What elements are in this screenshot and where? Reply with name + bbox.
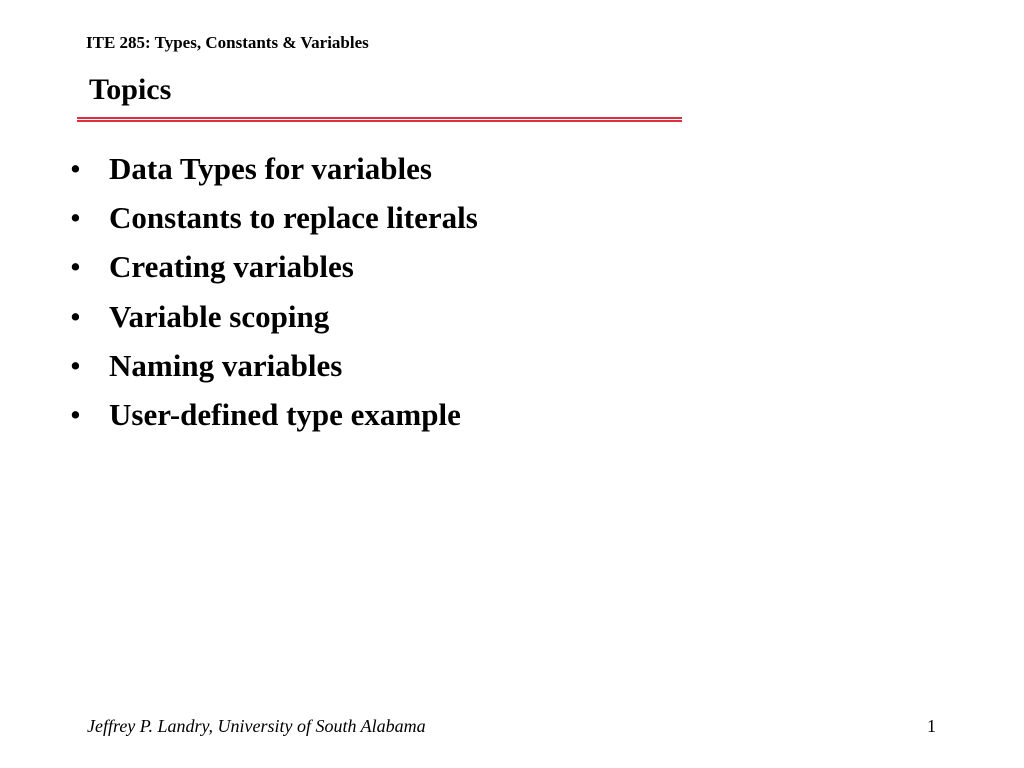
- slide-title: Topics: [89, 73, 172, 106]
- title-divider: [77, 117, 682, 122]
- title-divider-line-top: [77, 117, 682, 119]
- bullet-icon: •: [70, 249, 81, 285]
- topic-label: Data Types for variables: [109, 151, 432, 186]
- topic-label: User-defined type example: [109, 396, 461, 432]
- page-number: 1: [927, 716, 936, 736]
- title-divider-line-bottom: [77, 120, 682, 122]
- bullet-icon: •: [70, 347, 81, 383]
- topic-list: [70, 151, 478, 446]
- topic-label: Naming variables: [109, 347, 343, 383]
- topic-item: [70, 299, 478, 348]
- topic-item: [70, 151, 478, 200]
- bullet-icon: •: [70, 200, 81, 236]
- bullet-icon: •: [70, 298, 81, 334]
- footer-credit: Jeffrey P. Landry, University of South Alabama: [87, 716, 426, 736]
- course-header: ITE 285: Types, Constants & Variables: [86, 33, 369, 52]
- topic-label: Constants to replace literals: [109, 200, 478, 236]
- topic-label: Creating variables: [109, 249, 354, 285]
- topic-item: [70, 397, 478, 446]
- topic-label: Variable scoping: [109, 298, 330, 334]
- bullet-icon: •: [70, 396, 81, 432]
- topic-item: [70, 200, 478, 249]
- topic-item: [70, 249, 478, 298]
- topic-item: [70, 348, 478, 397]
- bullet-icon: •: [70, 151, 81, 186]
